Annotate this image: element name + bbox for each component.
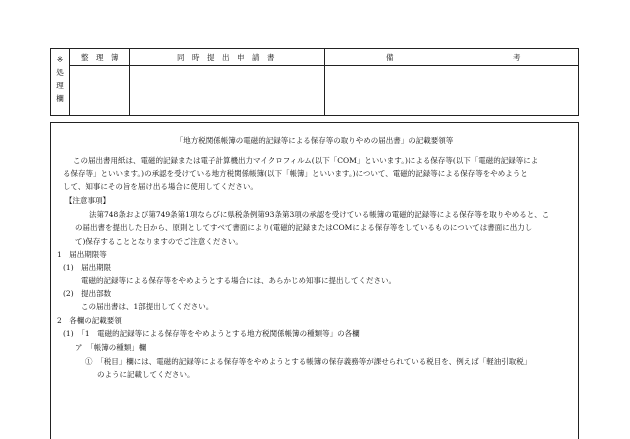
side-label-char: 欄 — [56, 94, 64, 103]
notice-line: の届出書を提出した日から、原則としてすべて書面により(電磁的記録またはCOMによる保存等をしているものについては書面に出力し — [75, 223, 533, 232]
section-heading: 2 各欄の記載要領 — [57, 316, 122, 325]
intro-line: して、知事にその旨を届け出る場合に使用してください。 — [63, 182, 258, 191]
side-label-char: ※ — [56, 55, 64, 64]
section-heading: 1 届出期限等 — [57, 250, 107, 259]
document-title: 「地方税関係帳簿の電磁的記録等による保存等の取りやめの届出書」の記載要領等 — [175, 136, 454, 145]
subsection-heading: (2) 提出部数 — [63, 289, 112, 298]
intro-line: この届出書用紙は、電磁的記録または電子計算機出力マイクロフィルム(以下「COM」といいます。)による保存等(以下「電磁的記録等によ — [73, 156, 539, 165]
subsection-text: この届出書は、1部提出してください。 — [81, 302, 214, 311]
subsection-heading: (1) 「1 電磁的記録等による保存等をやめようとする地方税関係帳簿の種類等」の各欄 — [63, 329, 360, 338]
subsection-heading: (1) 届出期限 — [63, 263, 112, 272]
processing-table — [50, 48, 579, 116]
item-text: ① 「税目」欄には、電磁的記録等による保存等をやめようとする帳簿の保存義務等が課せられている税目を、例えば「軽油引取税」 — [85, 357, 532, 366]
notice-heading: 【注意事項】 — [65, 196, 110, 205]
header-bikou-left: 備 — [386, 53, 394, 62]
seiri-input-cell[interactable] — [70, 66, 128, 115]
intro-line: る保存等」といいます。)の承認を受けている地方税関係帳簿(以下「帳簿」といいます。)について、電磁的記録等による保存等をやめようと — [63, 169, 528, 178]
side-label-char: 理 — [56, 81, 64, 90]
header-bikou-right: 考 — [513, 53, 521, 62]
side-label — [54, 53, 66, 105]
douji-input-cell[interactable] — [130, 66, 323, 115]
item-heading: ア 「帳簿の種類」欄 — [75, 343, 147, 352]
notice-line: て)保存することとなりますのでご注意ください。 — [75, 237, 243, 246]
item-text: のように記載してください。 — [97, 370, 195, 379]
bikou-input-cell[interactable] — [325, 66, 578, 115]
side-label-char: 処 — [56, 68, 64, 77]
notice-line: 法第748条および第749条第1項ならびに県税条例第93条第3項の承認を受けている帳簿の電磁的記録等による保存等を取りやめると、こ — [89, 210, 550, 219]
header-douji: 同 時 提 出 申 請 書 — [177, 53, 275, 62]
instructions-frame — [50, 122, 579, 439]
header-seiri: 整 理 簿 — [81, 53, 119, 62]
subsection-text: 電磁的記録等による保存等をやめようとする場合には、あらかじめ知事に提出してください。 — [81, 276, 396, 285]
